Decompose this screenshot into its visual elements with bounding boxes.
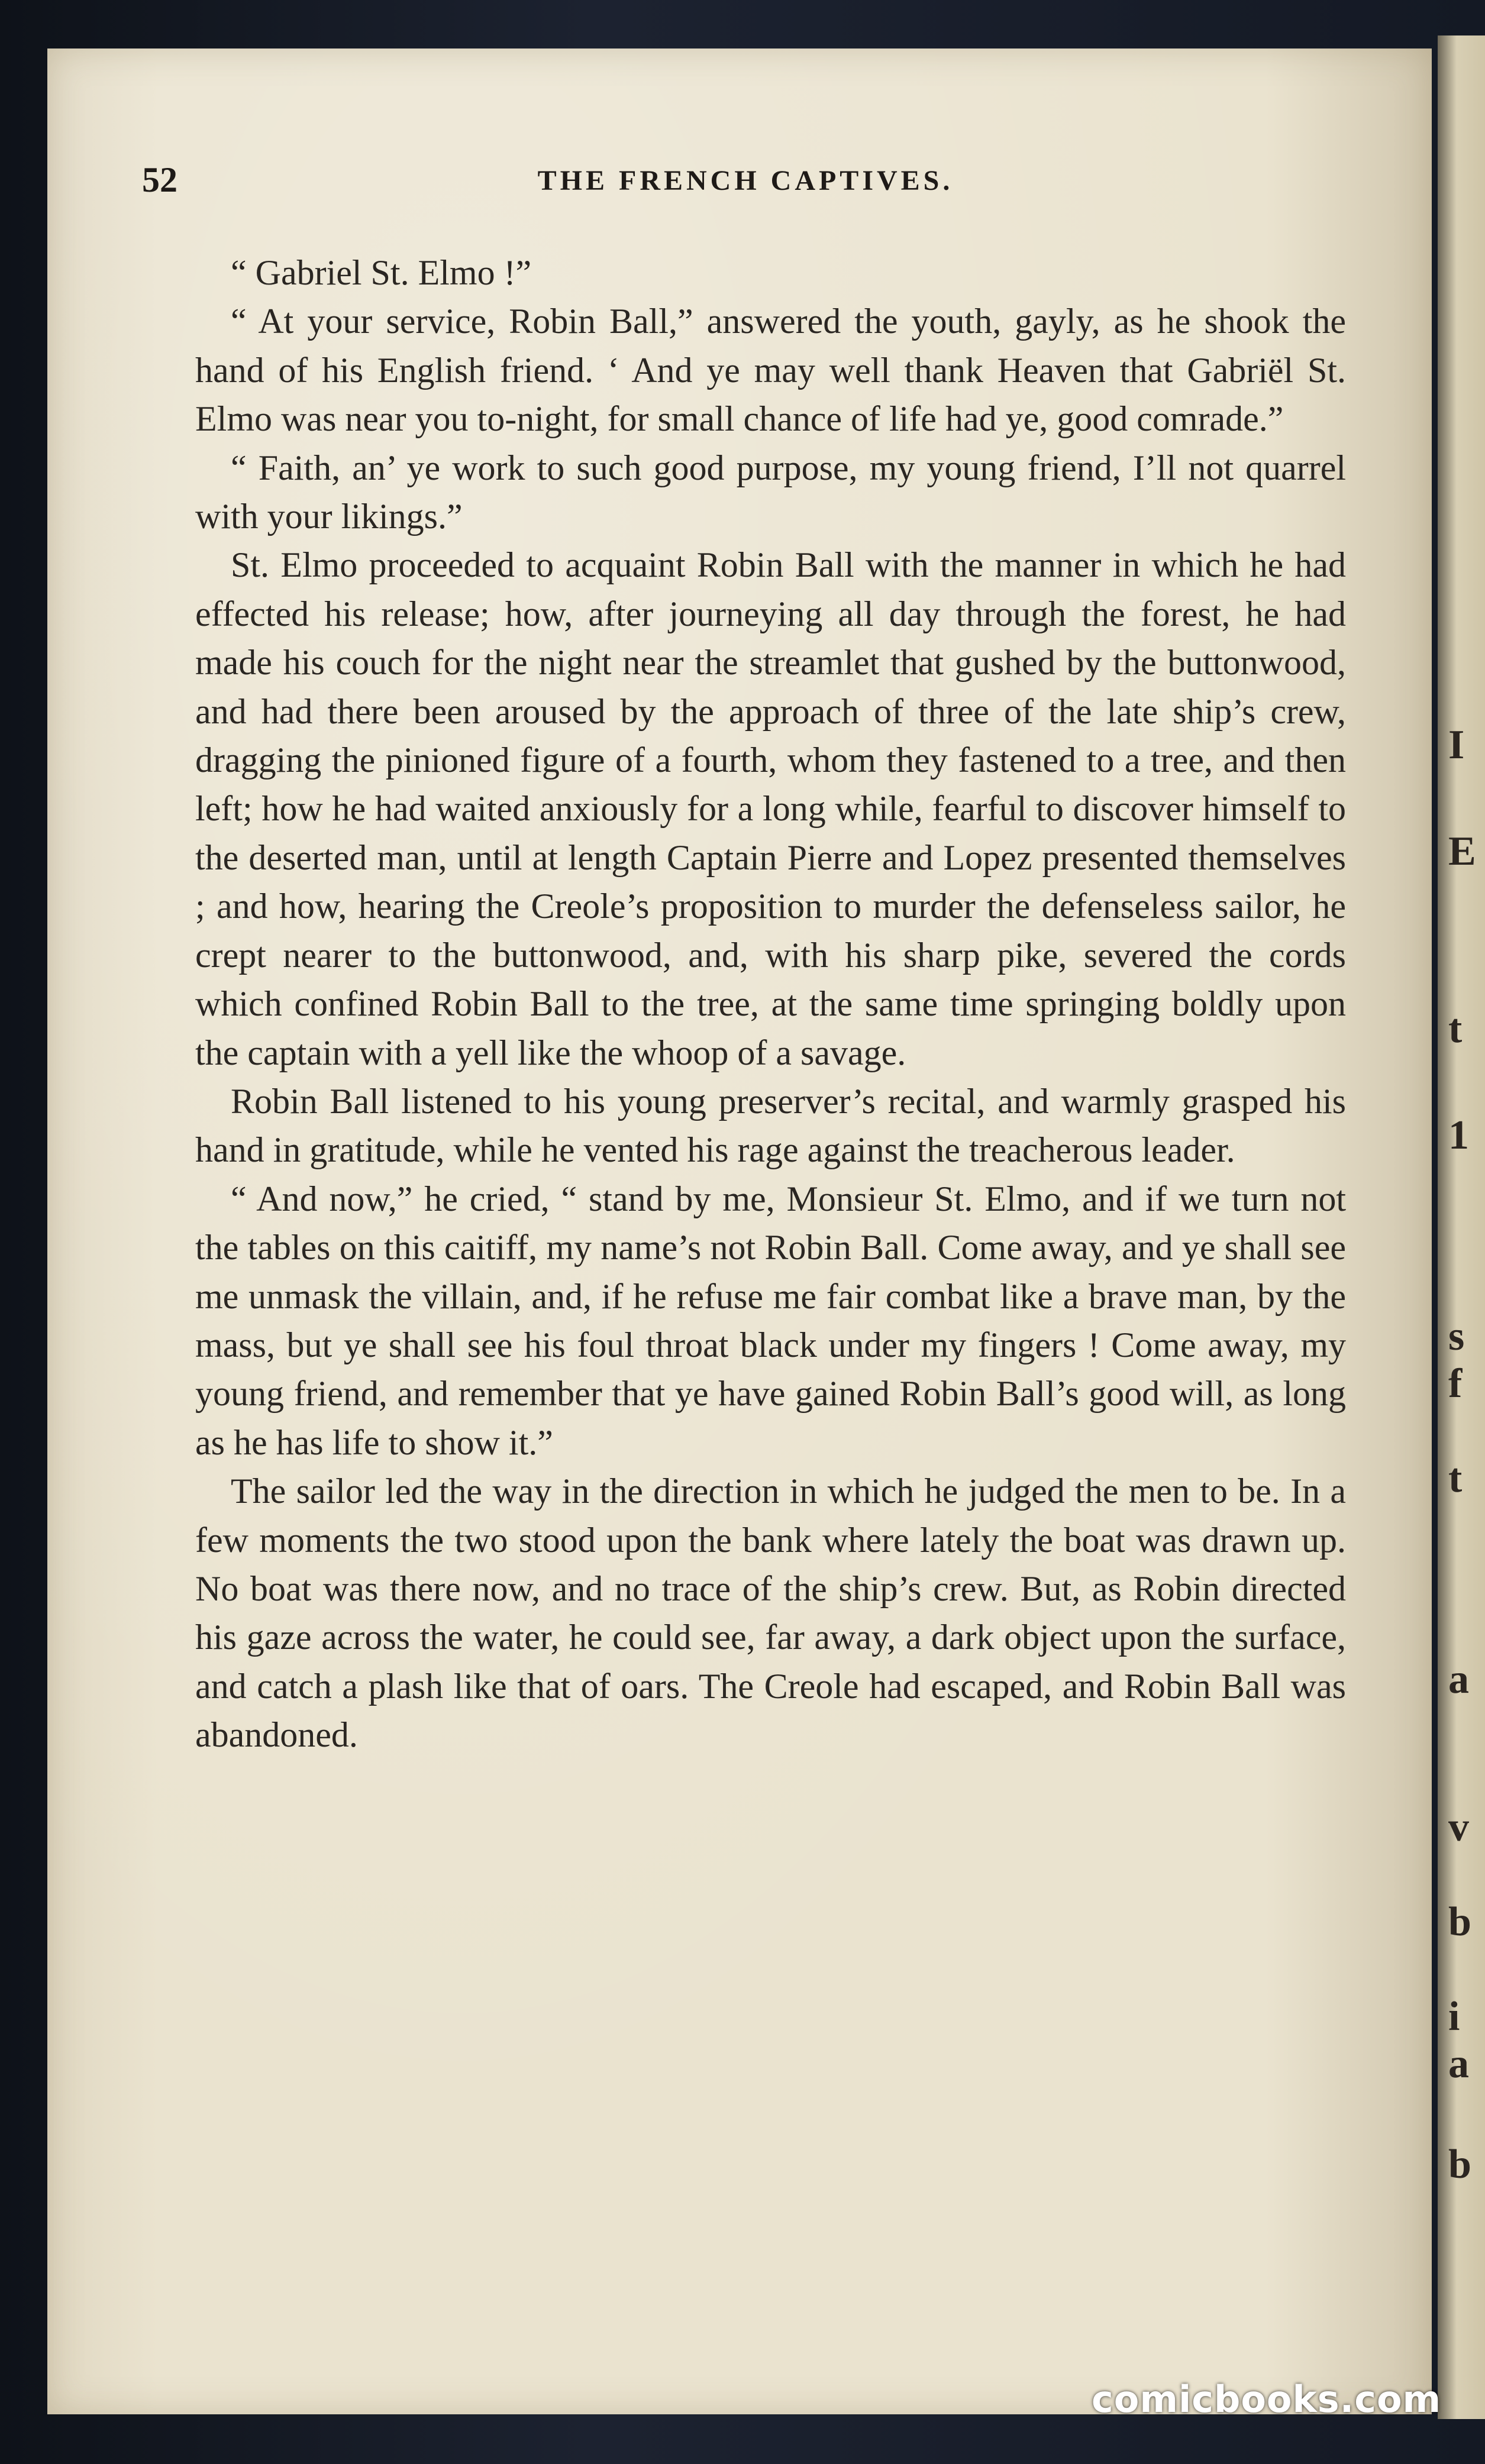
facing-page-fragment: f bbox=[1448, 1361, 1463, 1406]
page-number: 52 bbox=[142, 160, 177, 199]
body-text bbox=[195, 248, 1346, 1760]
facing-page-edge bbox=[1438, 35, 1485, 2419]
facing-page-fragment: s bbox=[1448, 1314, 1465, 1359]
facing-page-fragment: a bbox=[1448, 2041, 1469, 2087]
paragraph: Robin Ball listened to his young preserver’s recital, and warmly grasped his hand in gratitude, while he vented his rage against the treacherous leader. bbox=[195, 1081, 1346, 1170]
facing-page-fragment: 1 bbox=[1448, 1113, 1469, 1158]
paragraph: “ Gabriel St. Elmo !” bbox=[231, 253, 532, 292]
page-title: THE FRENCH CAPTIVES. bbox=[537, 165, 954, 196]
facing-page-fragment: b bbox=[1448, 2142, 1471, 2187]
facing-page-fragment: i bbox=[1448, 1994, 1460, 2039]
facing-page-fragment: E bbox=[1448, 829, 1476, 874]
paragraph: “ At your service, Robin Ball,” answered the youth, gayly, as he shook the hand of his English friend. ‘ And ye may well thank Heaven that Gabriël St. Elmo was near you to-night, for small chance of life had ye, good comrade.” bbox=[195, 302, 1346, 439]
facing-page-fragment: v bbox=[1448, 1805, 1469, 1850]
paragraph: “ Faith, an’ ye work to such good purpose, my young friend, I’ll not quarrel with your likings.” bbox=[195, 448, 1346, 536]
watermark: comicbooks.com bbox=[1092, 2378, 1442, 2421]
facing-page-fragment: a bbox=[1448, 1657, 1469, 1702]
paragraph: The sailor led the way in the direction in which he judged the men to be. In a few moments the two stood upon the bank where lately the boat was drawn up. No boat was there now, and no trace of the ship’s crew. But, as Robin directed his gaze across the water, he could see, far away, a dark object upon the surface, and catch a plash like that of oars. The Creole had escaped, and Robin Ball was abandoned. bbox=[195, 1472, 1346, 1755]
facing-page-fragment: I bbox=[1448, 722, 1465, 768]
paragraph: St. Elmo proceeded to acquaint Robin Ball with the manner in which he had effected his release; how, after journeying all day through the forest, he had made his couch for the night near the streamlet that gushed by the buttonwood, and had there been aroused by the approach of three of the late ship’s crew, dragging the pinioned figure of a fourth, whom they fastened to a tree, and then left; how he had waited anxiously for a long while, fearful to discover himself to the deserted man, until at length Captain Pierre and Lopez presented themselves ; and how, hearing the Creole’s proposition to murder the defenseless sailor, he crept nearer to the buttonwood, and, with his sharp pike, severed the cords which confined Robin Ball to the tree, at the same time springing boldly upon the captain with a yell like the whoop of a savage. bbox=[195, 545, 1346, 1072]
facing-page-fragment: t bbox=[1448, 1006, 1463, 1052]
paragraph: “ And now,” he cried, “ stand by me, Monsieur St. Elmo, and if we turn not the tables on this caitiff, my name’s not Robin Ball. Come away, and ye shall see me unmask the villain, and, if he refuse me fair combat like a brave man, by the mass, but ye shall see his foul throat black under my fingers ! Come away, my young friend, and remember that ye have gained Robin Ball’s good will, as long as he has life to show it.” bbox=[195, 1179, 1346, 1462]
facing-page-fragment: t bbox=[1448, 1456, 1463, 1501]
facing-page-fragment: b bbox=[1448, 1899, 1471, 1945]
running-head bbox=[142, 160, 1349, 207]
